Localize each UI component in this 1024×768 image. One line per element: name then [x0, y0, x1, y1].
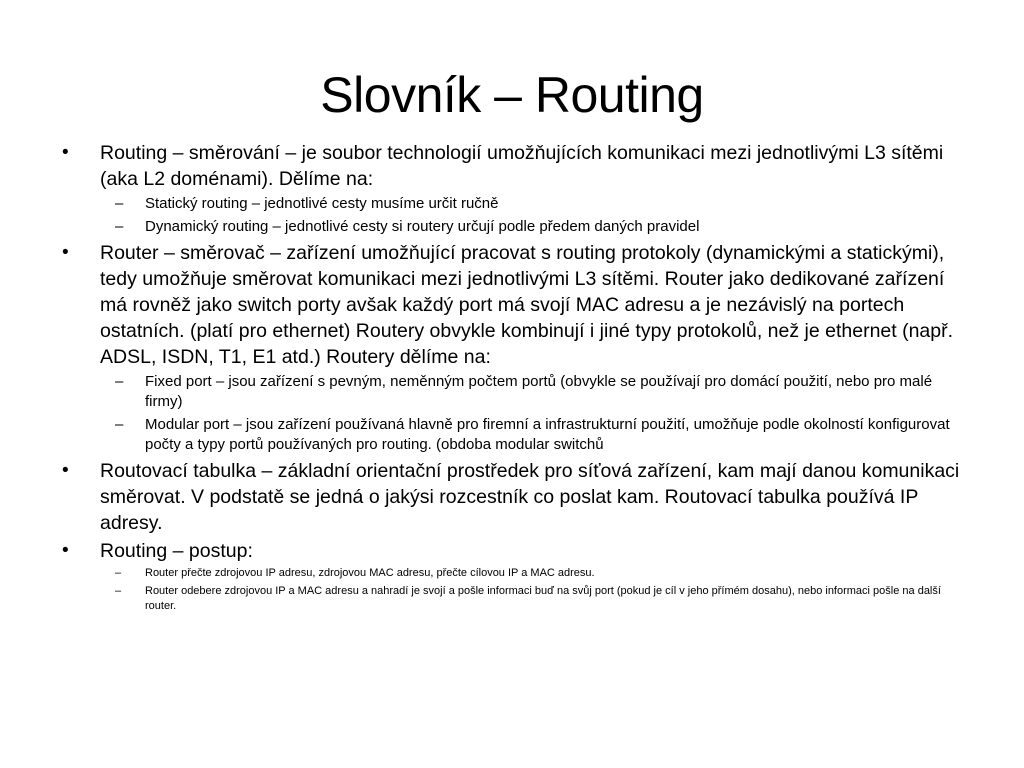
dash-icon: –: [115, 585, 122, 597]
bullet-routing-procedure: [60, 538, 972, 564]
sub-bullet-text: Statický routing – jednotlivé cesty musíme určit ručně: [145, 195, 499, 212]
bullet-router: [60, 240, 972, 370]
bullet-dot-icon: •: [62, 540, 69, 561]
bullet-text: Routing – směrování – je soubor technologií umožňujících komunikaci mezi jednotlivými L3 sítěmi (aka L2 doménami). Dělíme na:: [100, 142, 944, 190]
sub-bullet-replace-addresses: [60, 584, 972, 614]
sub-bullet-text: Modular port – jsou zařízení používaná hlavně pro firemní a infrastrukturní použití, umožňuje podle okolností konfigurovat počty a typy portů používaných pro routing. (obdoba modular switchů: [145, 416, 950, 453]
sub-bullet-static-routing: [60, 194, 972, 214]
dash-icon: –: [115, 218, 124, 235]
sub-bullet-text: Router přečte zdrojovou IP adresu, zdrojovou MAC adresu, přečte cílovou IP a MAC adresu.: [145, 567, 595, 579]
bullet-routing-table: [60, 458, 972, 536]
bullet-text: Routing – postup:: [100, 540, 253, 562]
sub-bullet-text: Dynamický routing – jednotlivé cesty si routery určují podle předem daných pravidel: [145, 218, 700, 235]
dash-icon: –: [115, 373, 124, 390]
sub-bullet-modular-port: [60, 415, 972, 455]
dash-icon: –: [115, 195, 124, 212]
sub-bullet-text: Fixed port – jsou zařízení s pevným, neměnným počtem portů (obvykle se používají pro domácí použití, nebo pro malé firmy): [145, 373, 933, 410]
slide-content: [60, 140, 972, 617]
bullet-dot-icon: •: [62, 242, 69, 263]
sub-bullet-text: Router odebere zdrojovou IP a MAC adresu a nahradí je svojí a pošle informaci buď na svůj port (pokud je cíl v jeho přímém dosahu), nebo informaci pošle na další router.: [145, 585, 941, 612]
bullet-dot-icon: •: [62, 460, 69, 481]
dash-icon: –: [115, 416, 124, 433]
bullet-dot-icon: •: [62, 142, 69, 163]
sub-bullet-dynamic-routing: [60, 217, 972, 237]
bullet-text: Router – směrovač – zařízení umožňující pracovat s routing protokoly (dynamickými a statickými), tedy umožňuje směrovat komunikaci mezi jednotlivými L3 sítěmi. Router jako dedikované zařízení má rovněž jako switch porty avšak každý port má svojí MAC adresu a je nezávislý na portech ostatních. (platí pro ethernet) Routery obvykle kombinují i jiné typy protokolů, než je ethernet (např. ADSL, ISDN, T1, E1 atd.) Routery dělíme na:: [100, 242, 954, 368]
slide-title: Slovník – Routing: [320, 67, 704, 123]
bullet-routing: [60, 140, 972, 192]
sub-bullet-fixed-port: [60, 372, 972, 412]
bullet-text: Routovací tabulka – základní orientační prostředek pro síťová zařízení, kam mají danou komunikaci směrovat. V podstatě se jedná o jakýsi rozcestník co poslat kam. Routovací tabulka používá IP adresy.: [100, 460, 960, 534]
sub-bullet-read-addresses: [60, 566, 972, 581]
dash-icon: –: [115, 567, 122, 579]
